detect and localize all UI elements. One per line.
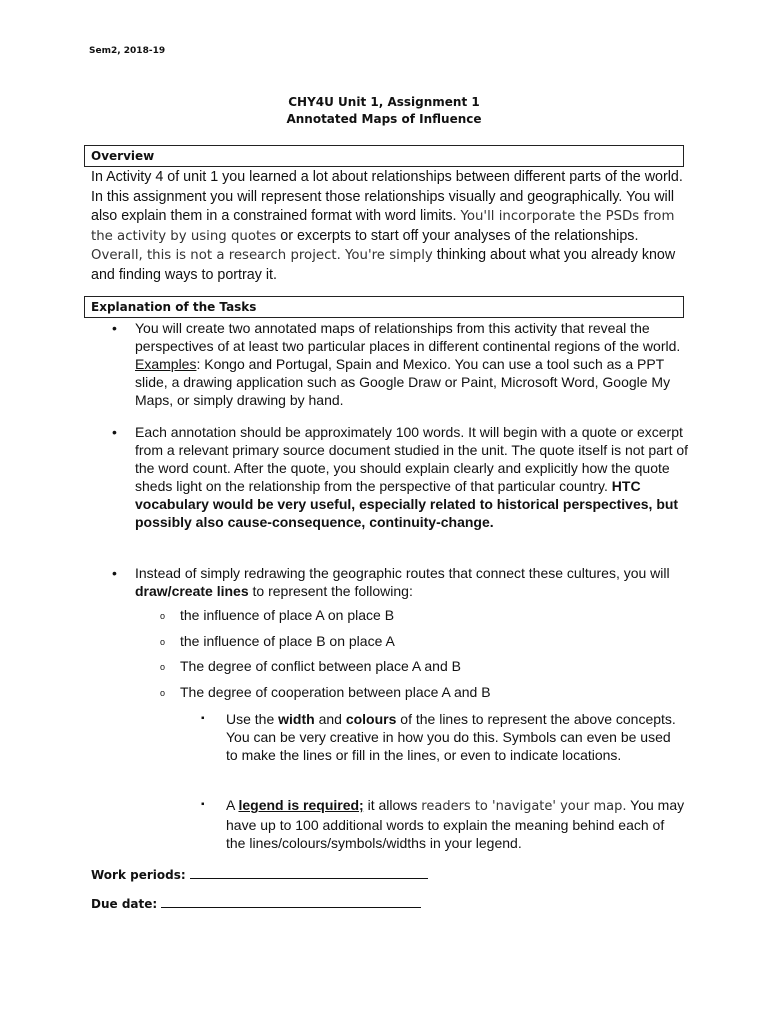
bullet-icon: •	[112, 424, 117, 440]
circle-bullet-icon: o	[160, 662, 166, 673]
overview-text-c: or excerpts to start off your analyses of the relationships.	[280, 227, 639, 244]
bullet-1-text: You will create two annotated maps of relationships from this activity that reveal the perspectives of at least two particular places in different continental regions of the world.	[135, 320, 681, 354]
tasks-heading: Explanation of the Tasks	[84, 296, 684, 318]
bullet-icon: •	[112, 320, 117, 336]
bullet-3-bold: draw/create lines	[135, 583, 249, 599]
task-bullet-3	[112, 564, 692, 600]
sub-item: o the influence of place B on place A	[160, 633, 395, 649]
task-bullet-2	[112, 423, 692, 531]
assignment-title: CHY4U Unit 1, Assignment 1	[288, 95, 480, 109]
due-date-blank	[161, 895, 421, 908]
assignment-subtitle: Annotated Maps of Influence	[286, 112, 482, 126]
bullet-2-text: Each annotation should be approximately 100 words. It will begin with a quote or excerpt from a relevant primary source document studied in the unit. The quote itself is not part of the word count. After the quote, you should explain clearly and explicitly how the quote sheds light on the relationship from the perspective of that particular country.	[135, 424, 689, 494]
square-item-2: ▪ A legend is required; it allows readers to 'navigate' your map. You may have up to 100 additional words to explain the meaning behind each of the lines/colours/symbols/widths in your legend.	[201, 797, 685, 851]
bullet-2-bold: HTC vocabulary would be very useful, especially related to historical perspectives, but possibly also cause-consequence, continuity-change.	[135, 478, 679, 530]
circle-bullet-icon: o	[160, 637, 166, 648]
overview-text-a: In Activity 4 of unit 1 you learned a lot about relationships between different parts of the world. In this assignment you will represent those relationships visually and geographically. You will also explain them in a constrained format with word limits.	[91, 169, 683, 224]
square-bullet-icon: ▪	[201, 713, 205, 724]
square-bullet-icon: ▪	[201, 799, 205, 810]
overview-text-d: Overall, this is not a research project. You're simply	[91, 248, 433, 263]
due-date-field: Due date:	[91, 895, 421, 911]
legend-required: legend is required;	[238, 797, 364, 813]
semester-label: Sem2, 2018-19	[89, 46, 166, 56]
task-bullet-1	[112, 319, 692, 409]
bullet-3-text-rest: to represent the following:	[252, 583, 413, 599]
overview-text-b: You'll incorporate the PSDs from the activity by using quotes	[91, 209, 675, 244]
sub-item: o the influence of place A on place B	[160, 607, 395, 623]
overview-heading: Overview	[84, 145, 684, 167]
work-periods-field: Work periods:	[91, 866, 428, 882]
sub-item: o The degree of cooperation between place A and B	[160, 684, 491, 700]
bullet-1-text-rest: : Kongo and Portugal, Spain and Mexico. You can use a tool such as a PPT slide, a drawing application such as Google Draw or Paint, Microsoft Word, Google My Maps, or simply drawing by hand.	[135, 356, 671, 408]
circle-bullet-icon: o	[160, 688, 166, 699]
square-item-1: ▪ Use the width and colours of the lines to represent the above concepts. You can be very creative in how you do this. Symbols can even be used to make the lines or fill in the lines, or even to indicate locations.	[201, 711, 676, 763]
sub-item: o The degree of conflict between place A and B	[160, 658, 461, 674]
work-periods-blank	[190, 866, 428, 879]
overview-text-e: thinking about what you already know and finding ways to portray it.	[91, 247, 676, 283]
examples-label: Examples	[135, 356, 197, 372]
bullet-3-text: Instead of simply redrawing the geographic routes that connect these cultures, you will	[135, 565, 670, 581]
bullet-icon: •	[112, 565, 117, 581]
overview-paragraph	[91, 168, 691, 285]
circle-bullet-icon: o	[160, 611, 166, 622]
